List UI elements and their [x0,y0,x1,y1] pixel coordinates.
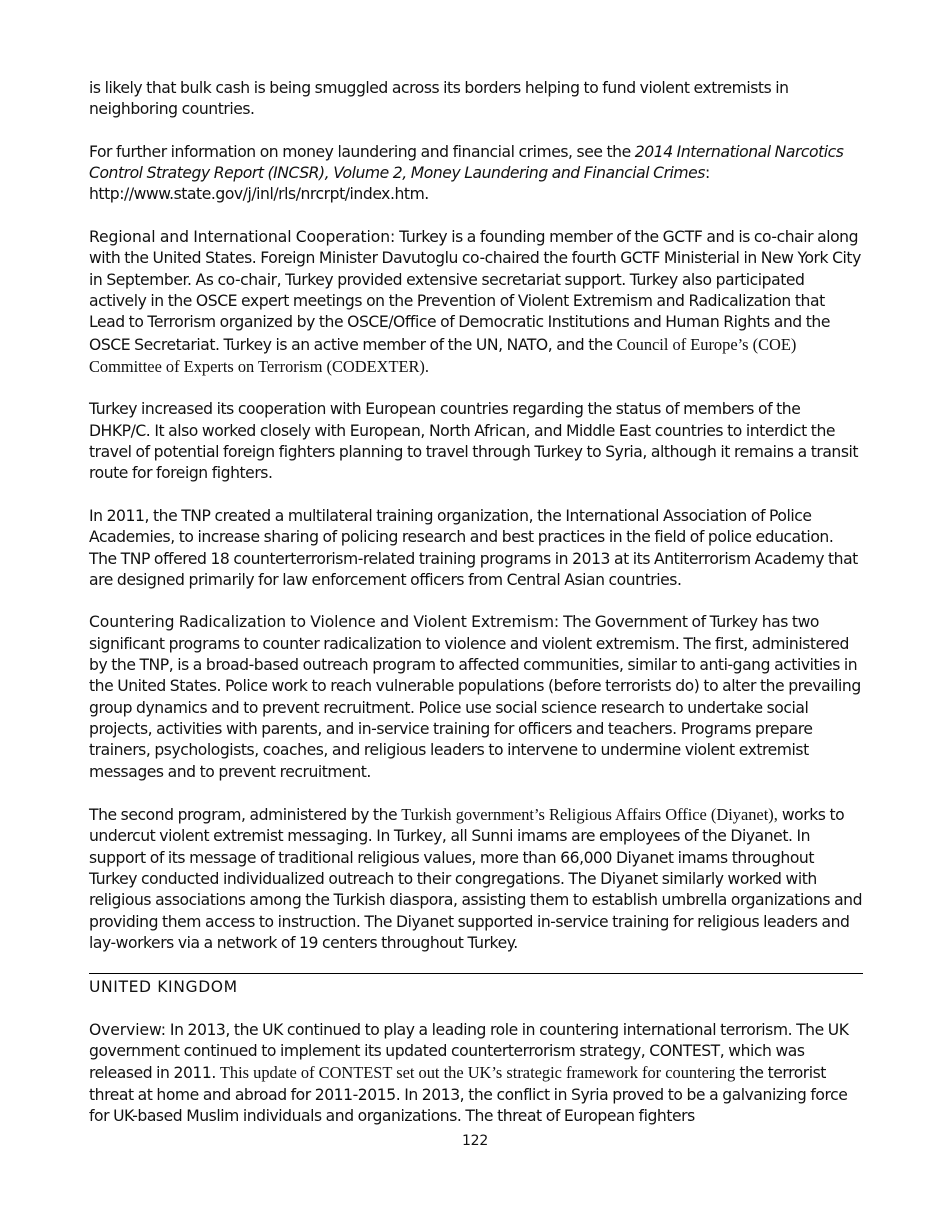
paragraph-text: The Government of Turkey has two significant programs to counter radicalization to violence and violent extremism. The first, administered by the TNP, is a broad-based outreach program to affected communities, similar to anti-gang activities in the United States. Police work to reach vulnerable populations (before terrorists do) to alter the prevailing group dynamics and to prevent recruitment. Police use social science research to undertake social projects, activities with parents, and in-service training for officers and teachers. Programs prepare trainers, psychologists, coaches, and religious leaders to intervene to undermine violent extremist messages and to prevent recruitment. [89,613,861,781]
paragraph-text: For further information on money laundering and financial crimes, see the [89,142,635,161]
page-number: 122 [461,1133,489,1149]
paragraph-regional-cooperation [89,227,863,378]
report-url: : http://www.state.gov/j/inl/rls/nrcrpt/index.htm. [89,164,710,204]
subsection-heading: Countering Radicalization to Violence and Violent Extremism: [89,613,560,632]
paragraph-further-info [89,142,863,206]
paragraph-uk-overview [89,1020,863,1127]
paragraph-tnp-training [89,506,863,591]
section-heading-united-kingdom [89,973,863,998]
paragraph-text: In 2013, the UK continued to play a leading role in countering international terrorism. The UK government continued to implement its updated counterterrorism strategy, CONTEST, which was released in 2011. [89,1020,849,1083]
subsection-heading: Regional and International Cooperation: [89,228,396,247]
paragraph-european-cooperation [89,399,863,484]
paragraph-text: Turkey is a founding member of the GCTF and is co-chair along with the United States. Foreign Minister Davutoglu co-chaired the fourth GCTF Ministerial in New York City in September. As co-chair, Turkey provided extensive secretariat support. Turkey also participated actively in the OSCE expert meetings on the Prevention of Violent Extremism and Radicalization that Lead to Terrorism organized by the OSCE/Office of Democratic Institutions and Human Rights and the OSCE Secretariat. Turkey is an active member of the UN, NATO, and the [89,228,861,354]
paragraph-text: Turkey increased its cooperation with European countries regarding the status of members of the DHKP/C. It also worked closely with European, North African, and Middle East countries to interdict the travel of potential foreign fighters planning to travel through Turkey to Syria, although it remains a transit route for foreign fighters. [89,400,859,483]
paragraph-countering-radicalization [89,612,863,782]
report-title: 2014 International Narcotics Control Strategy Report (INCSR), Volume 2, Money Laundering and Financial Crimes [89,142,844,183]
paragraph-text: is likely that bulk cash is being smuggled across its borders helping to fund violent extremists in neighboring countries. [89,79,789,119]
paragraph-text: In 2011, the TNP created a multilateral training organization, the International Association of Police Academies, to increase sharing of policing research and best practices in the field of police education. The TNP offered 18 counterterrorism-related training programs in 2013 at its Antiterrorism Academy that are designed primarily for law enforcement officers from Central Asian countries. [89,506,858,589]
paragraph-text-serif: Turkish government’s Religious Affairs Office (Diyanet), [401,805,778,825]
paragraph-text: works to undercut violent extremist messaging. In Turkey, all Sunni imams are employees of the Diyanet. In support of its message of traditional religious values, more than 66,000 Diyanet imams throughout Turkey conducted individualized outreach to their congregations. The Diyanet similarly worked with religious associations among the Turkish diaspora, assisting them to establish umbrella organizations and providing them access to instruction. The Diyanet supported in-service training for religious leaders and lay-workers via a network of 19 centers throughout Turkey. [89,806,863,952]
paragraph-bulk-cash [89,78,863,121]
paragraph-text-serif: Council of Europe’s (COE) Committee of Experts on Terrorism (CODEXTER). [89,334,797,376]
paragraph-text-serif: This update of CONTEST set out the UK’s strategic framework for countering [219,1063,736,1083]
subsection-heading: Overview: [89,1020,166,1039]
paragraph-text: the terrorist threat at home and abroad for 2011-2015. In 2013, the conflict in Syria proved to be a galvanizing force for UK-based Muslim individuals and organizations. The threat of European fighters [89,1064,848,1125]
document-page [89,78,863,1149]
paragraph-text: The second program, administered by the [89,806,402,825]
paragraph-diyanet [89,804,863,954]
section-heading-text: UNITED KINGDOM [89,978,238,997]
